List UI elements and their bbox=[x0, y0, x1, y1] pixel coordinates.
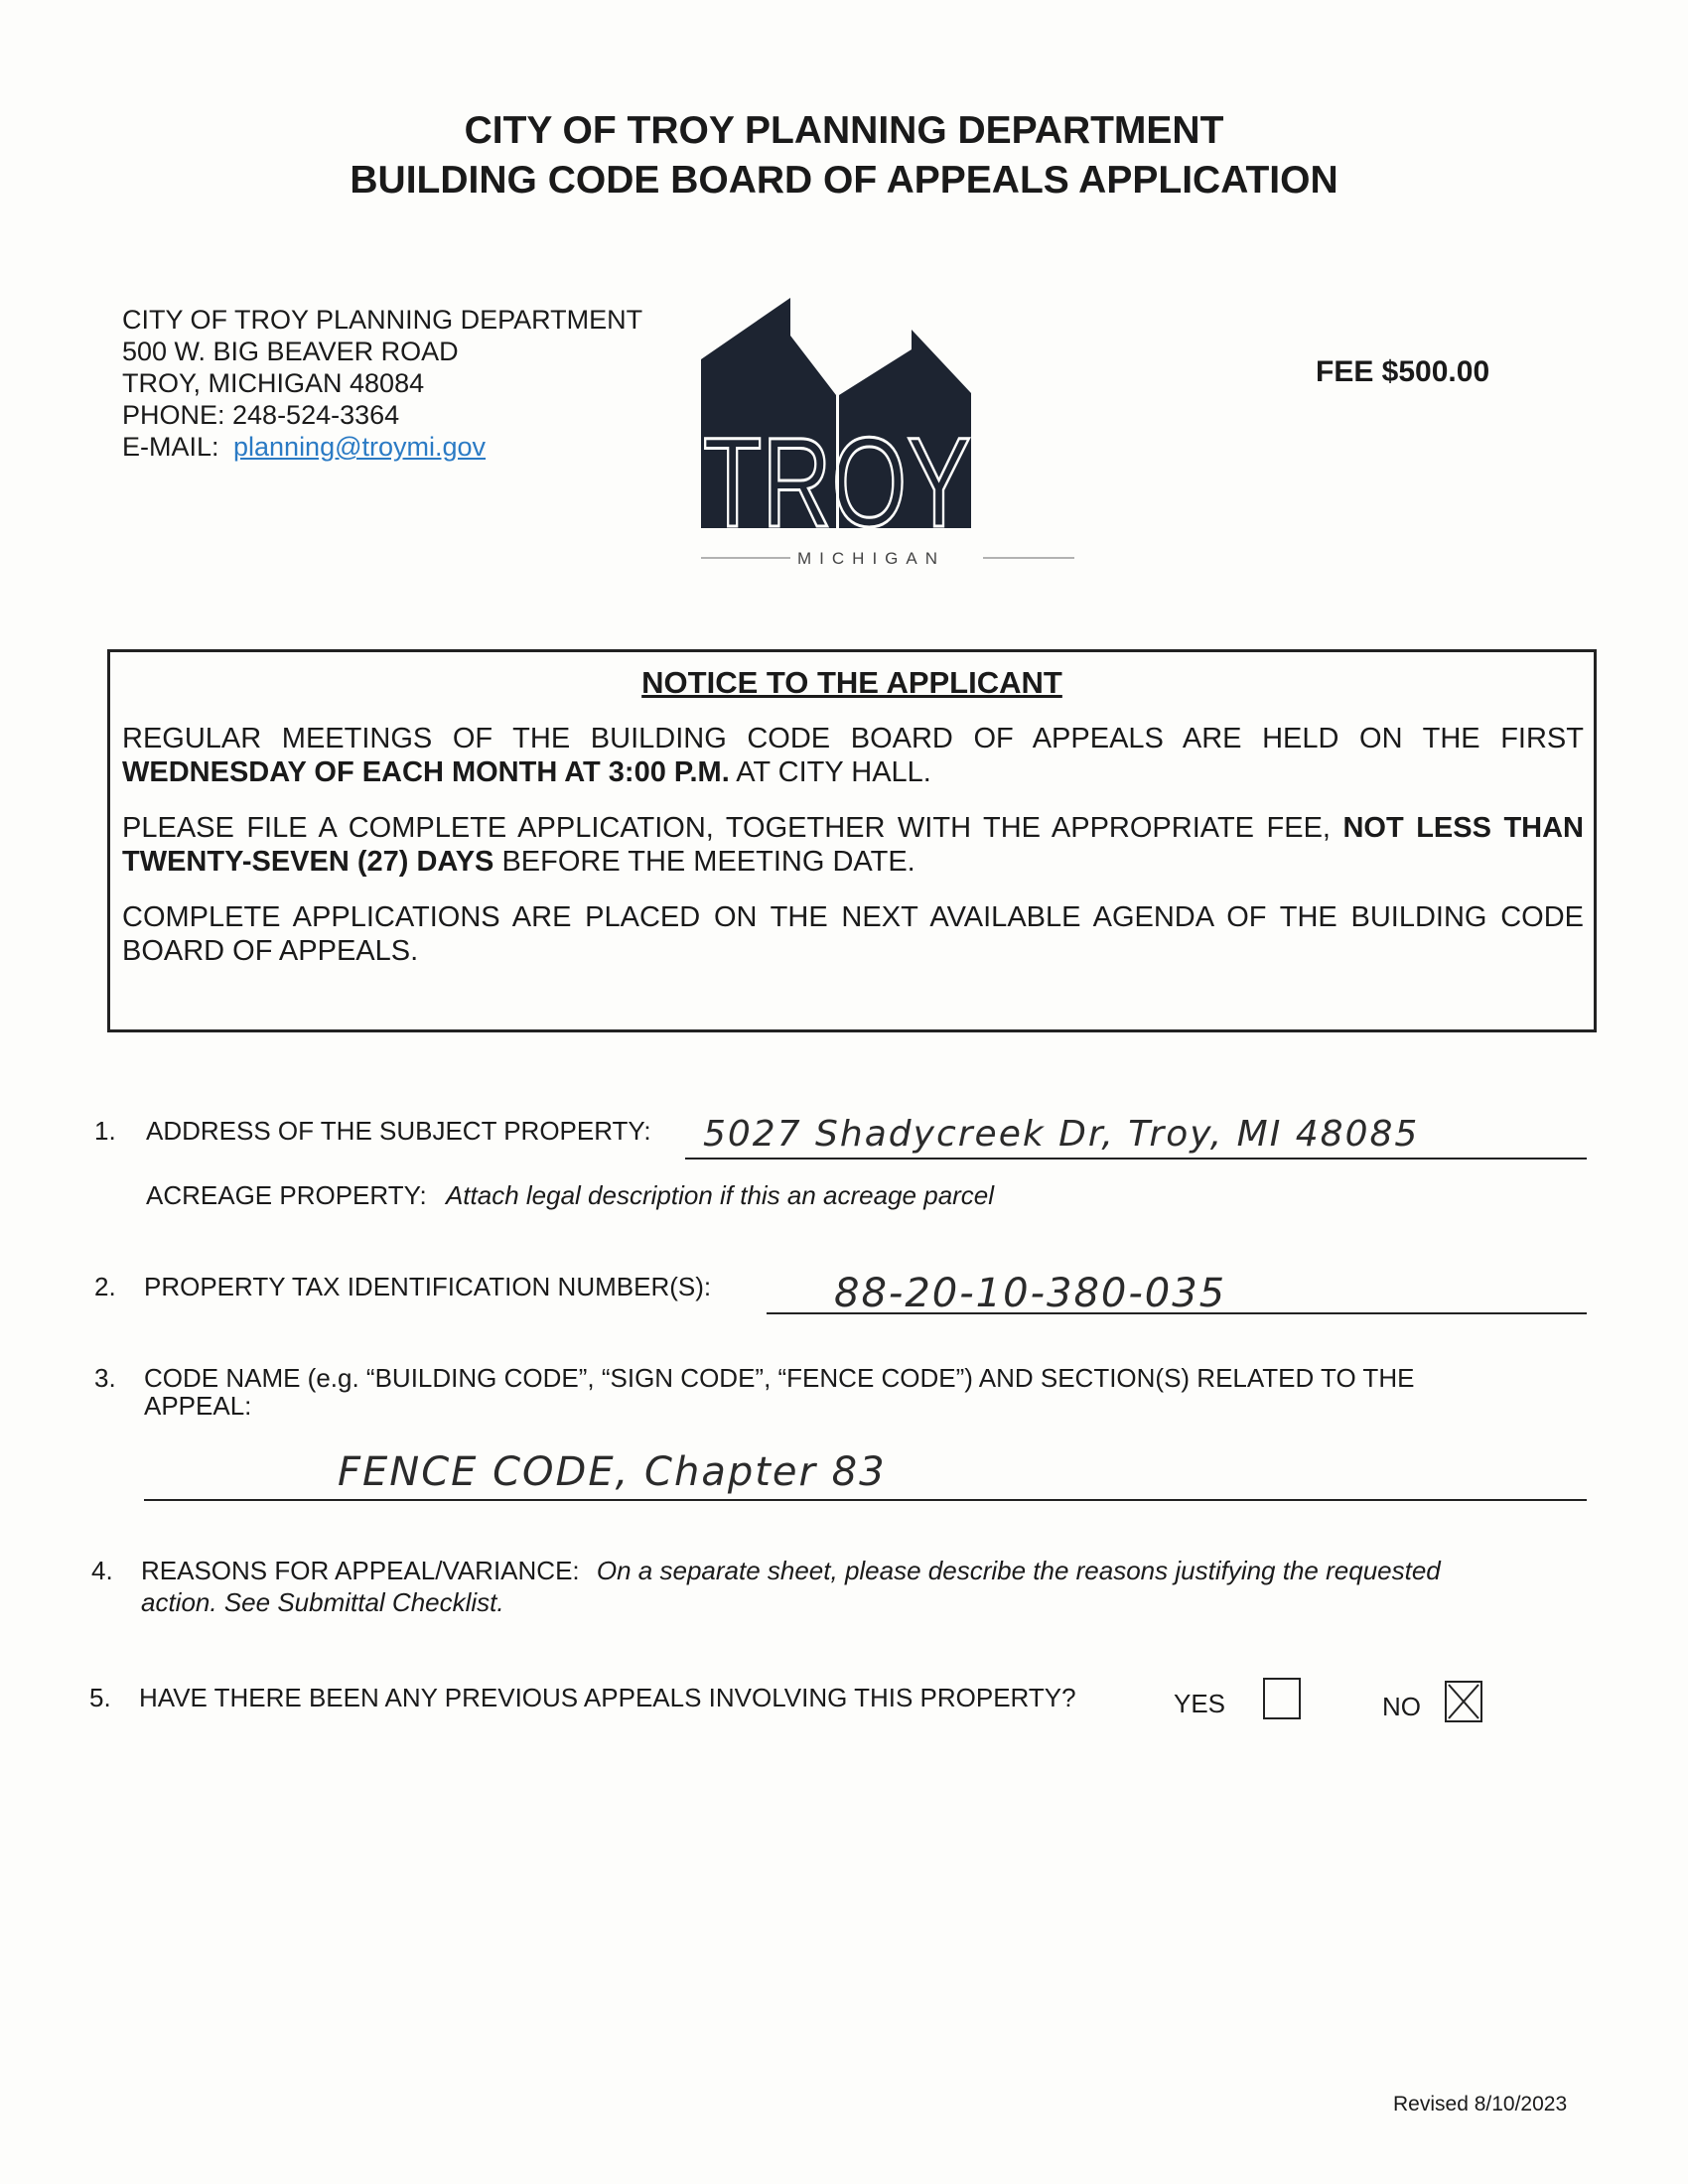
page-title-line1: CITY OF TROY PLANNING DEPARTMENT bbox=[464, 109, 1224, 152]
code-name-field-line[interactable] bbox=[144, 1499, 1587, 1501]
revised-date: Revised 8/10/2023 bbox=[1393, 2093, 1568, 2116]
item-3-number: 3. bbox=[94, 1363, 116, 1393]
item-5-label: HAVE THERE BEEN ANY PREVIOUS APPEALS INVOLVING THIS PROPERTY? bbox=[139, 1683, 1076, 1712]
fee-label: FEE $500.00 bbox=[1316, 355, 1490, 388]
item-3 bbox=[94, 1362, 1414, 1422]
item-1-label: ADDRESS OF THE SUBJECT PROPERTY: bbox=[146, 1116, 651, 1146]
item-4-number: 4. bbox=[91, 1556, 113, 1585]
notice-box bbox=[107, 649, 1597, 1032]
contact-street: 500 W. BIG BEAVER ROAD bbox=[122, 337, 459, 366]
item-4-label: REASONS FOR APPEAL/VARIANCE: bbox=[141, 1556, 580, 1585]
contact-phone: PHONE: 248-524-3364 bbox=[122, 400, 400, 430]
acreage-row bbox=[146, 1179, 994, 1211]
notice-paragraph-1: REGULAR MEETINGS OF THE BUILDING CODE BOARD OF APPEALS ARE HELD ON THE FIRST WEDNESDAY OF EACH MONTH AT 3:00 P.M. AT CITY HALL. bbox=[122, 723, 1584, 788]
acreage-label: ACREAGE PROPERTY: bbox=[146, 1180, 427, 1210]
yes-checkbox[interactable] bbox=[1263, 1678, 1301, 1719]
logo-sub: MICHIGAN bbox=[797, 549, 945, 566]
checkmark-x-icon bbox=[1447, 1683, 1480, 1720]
tax-id-field-value[interactable]: 88-20-10-380-035 bbox=[834, 1271, 1227, 1316]
item-4-note-line2: action. See Submittal Checklist. bbox=[141, 1587, 504, 1617]
address-field-value[interactable]: 5027 Shadycreek Dr, Troy, MI 48085 bbox=[703, 1114, 1420, 1155]
email-label: E-MAIL: bbox=[122, 432, 219, 462]
item-2-label: PROPERTY TAX IDENTIFICATION NUMBER(S): bbox=[144, 1272, 712, 1301]
item-5 bbox=[89, 1682, 1076, 1713]
contact-city: TROY, MICHIGAN 48084 bbox=[122, 368, 425, 398]
troy-logo bbox=[695, 298, 1082, 566]
item-4-note-line1: On a separate sheet, please describe the reasons justifying the requested bbox=[596, 1556, 1441, 1585]
yes-label: YES bbox=[1174, 1689, 1226, 1718]
notice-paragraph-2: PLEASE FILE A COMPLETE APPLICATION, TOGETHER WITH THE APPROPRIATE FEE, NOT LESS THAN TWENTY-SEVEN (27) DAYS BEFORE THE MEETING DATE. bbox=[122, 812, 1584, 878]
notice-title: NOTICE TO THE APPLICANT bbox=[641, 665, 1062, 700]
address-field-line[interactable] bbox=[685, 1158, 1587, 1160]
item-1-number: 1. bbox=[94, 1116, 116, 1146]
item-3-label-line1: CODE NAME (e.g. “BUILDING CODE”, “SIGN CODE”, “FENCE CODE”) AND SECTION(S) RELATED TO THE bbox=[144, 1363, 1415, 1393]
code-name-field-value[interactable]: FENCE CODE, Chapter 83 bbox=[338, 1449, 887, 1495]
item-3-label-line2: APPEAL: bbox=[144, 1391, 252, 1421]
email-link[interactable]: planning@troymi.gov bbox=[233, 432, 487, 462]
item-2-number: 2. bbox=[94, 1272, 116, 1301]
item-5-number: 5. bbox=[89, 1683, 111, 1712]
logo-word: TROY bbox=[703, 412, 971, 554]
no-checkbox[interactable] bbox=[1445, 1681, 1482, 1722]
page-title-line2: BUILDING CODE BOARD OF APPEALS APPLICATION bbox=[350, 159, 1338, 202]
no-label: NO bbox=[1382, 1692, 1421, 1721]
contact-email-row bbox=[122, 431, 642, 463]
acreage-note: Attach legal description if this an acreage parcel bbox=[445, 1180, 995, 1210]
contact-dept: CITY OF TROY PLANNING DEPARTMENT bbox=[122, 305, 643, 335]
item-2 bbox=[94, 1271, 711, 1302]
contact-block bbox=[122, 304, 642, 463]
notice-paragraph-3: COMPLETE APPLICATIONS ARE PLACED ON THE NEXT AVAILABLE AGENDA OF THE BUILDING CODE BOARD OF APPEALS. bbox=[122, 901, 1584, 967]
item-1 bbox=[94, 1115, 651, 1147]
item-4 bbox=[91, 1555, 1441, 1618]
